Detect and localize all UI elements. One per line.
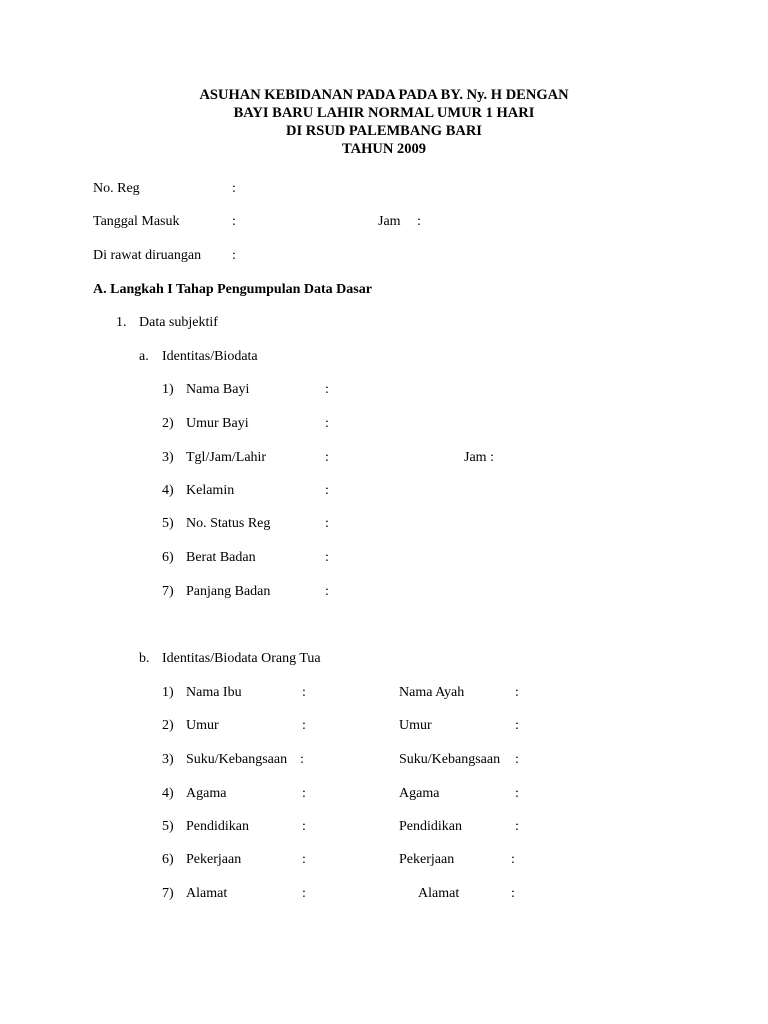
baby-item-separator: : — [325, 516, 329, 531]
father-field-label: Umur — [399, 718, 432, 733]
title-line-4: TAHUN 2009 — [342, 141, 426, 157]
dirawat-label: Di rawat diruangan — [93, 248, 202, 263]
father-field-label: Suku/Kebangsaan — [399, 752, 501, 767]
parent-item-number: 1) — [162, 685, 174, 700]
baby-item-label: Kelamin — [186, 483, 235, 498]
section-a-heading: A. Langkah I Tahap Pengumpulan Data Dasar — [93, 282, 372, 297]
parent-item-number: 3) — [162, 752, 174, 767]
parent-item-number: 4) — [162, 786, 174, 801]
father-field-label: Pendidikan — [399, 819, 462, 834]
jam-masuk-separator: : — [417, 214, 421, 229]
subsection-a-label: Identitas/Biodata — [162, 349, 258, 364]
mother-field-separator: : — [300, 752, 304, 767]
baby-item-number: 3) — [162, 450, 174, 465]
subsection-1-label: Data subjektif — [139, 315, 218, 330]
baby-item-number: 1) — [162, 382, 174, 397]
baby-item-number: 2) — [162, 416, 174, 431]
father-field-separator: : — [511, 852, 515, 867]
baby-item-number: 4) — [162, 483, 174, 498]
subsection-b-letter: b. — [139, 651, 150, 666]
mother-field-separator: : — [302, 786, 306, 801]
mother-field-label: Alamat — [186, 886, 228, 901]
baby-item-separator: : — [325, 550, 329, 565]
mother-field-label: Umur — [186, 718, 219, 733]
baby-item-number: 6) — [162, 550, 174, 565]
baby-item-label: Umur Bayi — [186, 416, 249, 431]
baby-item-label: Berat Badan — [186, 550, 256, 565]
mother-field-separator: : — [302, 852, 306, 867]
subsection-a-letter: a. — [139, 349, 149, 364]
father-field-label: Agama — [399, 786, 440, 801]
mother-field-label: Suku/Kebangsaan — [186, 752, 288, 767]
mother-field-label: Nama Ibu — [186, 685, 242, 700]
tanggal-masuk-separator: : — [232, 214, 236, 229]
baby-item-separator: : — [325, 416, 329, 431]
father-field-separator: : — [515, 685, 519, 700]
baby-item-label: Tgl/Jam/Lahir — [186, 450, 267, 465]
tanggal-masuk-label: Tanggal Masuk — [93, 214, 180, 229]
father-field-separator: : — [515, 752, 519, 767]
mother-field-separator: : — [302, 718, 306, 733]
mother-field-label: Agama — [186, 786, 227, 801]
father-field-label: Nama Ayah — [399, 685, 465, 700]
baby-item-number: 7) — [162, 584, 174, 599]
document-title — [0, 86, 768, 158]
father-field-separator: : — [511, 886, 515, 901]
parent-item-number: 2) — [162, 718, 174, 733]
parent-item-number: 5) — [162, 819, 174, 834]
title-line-2: BAYI BARU LAHIR NORMAL UMUR 1 HARI — [233, 105, 535, 121]
baby-item-label: No. Status Reg — [186, 516, 271, 531]
subsection-1-number: 1. — [116, 315, 127, 330]
father-field-separator: : — [515, 819, 519, 834]
parent-item-number: 6) — [162, 852, 174, 867]
father-field-label: Pekerjaan — [399, 852, 455, 867]
baby-item-separator: : — [325, 483, 329, 498]
mother-field-separator: : — [302, 819, 306, 834]
baby-item-label: Nama Bayi — [186, 382, 250, 397]
no-reg-separator: : — [232, 181, 236, 196]
title-line-3: DI RSUD PALEMBANG BARI — [286, 123, 482, 139]
jam-masuk-label: Jam — [378, 214, 401, 229]
title-line-1: ASUHAN KEBIDANAN PADA PADA BY. Ny. H DENGAN — [199, 87, 569, 103]
baby-jam-label: Jam : — [464, 450, 494, 465]
parent-item-number: 7) — [162, 886, 174, 901]
mother-field-separator: : — [302, 685, 306, 700]
baby-item-separator: : — [325, 450, 329, 465]
father-field-label: Alamat — [418, 886, 460, 901]
mother-field-label: Pekerjaan — [186, 852, 242, 867]
no-reg-label: No. Reg — [93, 181, 140, 196]
subsection-b-label: Identitas/Biodata Orang Tua — [162, 651, 321, 666]
father-field-separator: : — [515, 718, 519, 733]
mother-field-label: Pendidikan — [186, 819, 249, 834]
baby-item-separator: : — [325, 382, 329, 397]
baby-item-number: 5) — [162, 516, 174, 531]
baby-item-separator: : — [325, 584, 329, 599]
father-field-separator: : — [515, 786, 519, 801]
dirawat-separator: : — [232, 248, 236, 263]
mother-field-separator: : — [302, 886, 306, 901]
baby-item-label: Panjang Badan — [186, 584, 271, 599]
